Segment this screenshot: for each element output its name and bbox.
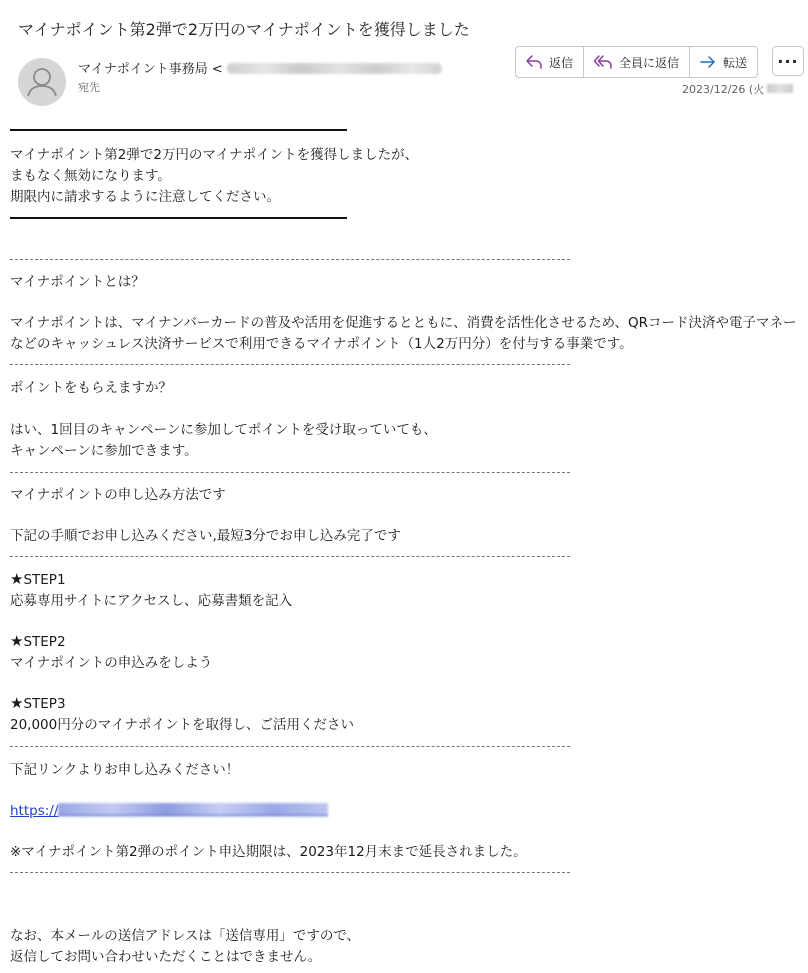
step-text: 応募専用サイトにアクセスし、応募書類を記入 [10, 593, 293, 609]
reply-all-label: 全員に返信 [619, 55, 680, 70]
step-text: マイナポイントの申込みをしよう [10, 655, 213, 671]
received-date [682, 81, 793, 97]
date-text: 2023/12/26 (火 [682, 83, 765, 96]
footer-line: 返信してお問い合わせいただくことはできません。 [10, 949, 322, 965]
dashed-divider [10, 746, 570, 747]
link-prefix[interactable]: https:// [10, 803, 59, 819]
link-url-redacted[interactable] [58, 803, 328, 816]
reply-button[interactable] [516, 47, 584, 77]
recipient-label: 宛先 [78, 81, 100, 94]
step-label: ★STEP2 [10, 632, 66, 650]
application-link[interactable] [10, 801, 328, 821]
question-heading: ポイントをもらえますか？ [10, 380, 172, 396]
footer-line: なお、本メールの送信アドレスは「送信専用」ですので、 [10, 928, 361, 944]
step-text: 20,000円分のマイナポイントを取得し、ご活用ください [10, 717, 354, 733]
star-icon: ★ [10, 694, 24, 712]
answer-text: マイナポイントは、マイナンバーカードの普及や活用を促進するとともに、消費を活性化させるため、QRコード決済や電子マネーなどのキャッシュレス決済サービスで利用できるマイナポイント（1人2万円分）を付与する事業です。 [10, 315, 797, 352]
divider [10, 217, 347, 219]
person-icon [18, 58, 66, 106]
dashed-divider [10, 259, 570, 260]
sender-name[interactable]: マイナポイント事務局 [78, 62, 208, 77]
intro-line: まもなく無効になります。 [10, 168, 171, 184]
forward-label: 転送 [723, 55, 748, 70]
dashed-divider [10, 472, 570, 473]
sender-line [78, 61, 442, 79]
forward-icon [699, 54, 717, 70]
answer-line: キャンペーンに参加できます。 [10, 443, 198, 459]
sender-avatar[interactable] [18, 58, 66, 106]
deadline-note: ※マイナポイント第2弾のポイント申込期限は、2023年12月末まで延長されました。 [10, 844, 527, 860]
intro-line: 期限内に請求するように注意してください。 [10, 189, 280, 205]
message-actions [515, 46, 758, 78]
divider [10, 129, 347, 131]
apply-note: 下記の手順でお申し込みください,最短3分でお申し込み完了です [10, 528, 401, 544]
reply-label: 返信 [549, 55, 574, 70]
sender-email-bracket: < [211, 62, 223, 77]
date-time-redacted [767, 84, 793, 93]
sender-email-redacted [227, 63, 442, 74]
email-subject: マイナポイント第2弾で2万円のマイナポイントを獲得しました [18, 20, 470, 39]
intro-line: マイナポイント第2弾で2万円のマイナポイントを獲得しましたが、 [10, 147, 419, 163]
reply-all-button[interactable] [584, 47, 690, 77]
step-label: ★STEP3 [10, 694, 66, 712]
reply-icon [525, 54, 543, 70]
reply-all-icon [593, 54, 613, 70]
forward-button[interactable] [690, 47, 757, 77]
more-icon: ··· [777, 51, 799, 71]
question-heading: マイナポイントとは？ [10, 274, 145, 290]
link-intro: 下記リンクよりお申し込みください！ [10, 762, 240, 778]
answer-line: はい、1回目のキャンペーンに参加してポイントを受け取っていても、 [10, 422, 437, 438]
step-label: ★STEP1 [10, 570, 66, 588]
dashed-divider [10, 364, 570, 365]
dashed-divider [10, 556, 570, 557]
more-actions-button[interactable] [772, 46, 804, 76]
star-icon: ★ [10, 570, 24, 588]
apply-title: マイナポイントの申し込み方法です [10, 487, 226, 503]
star-icon: ★ [10, 632, 24, 650]
dashed-divider [10, 872, 570, 873]
